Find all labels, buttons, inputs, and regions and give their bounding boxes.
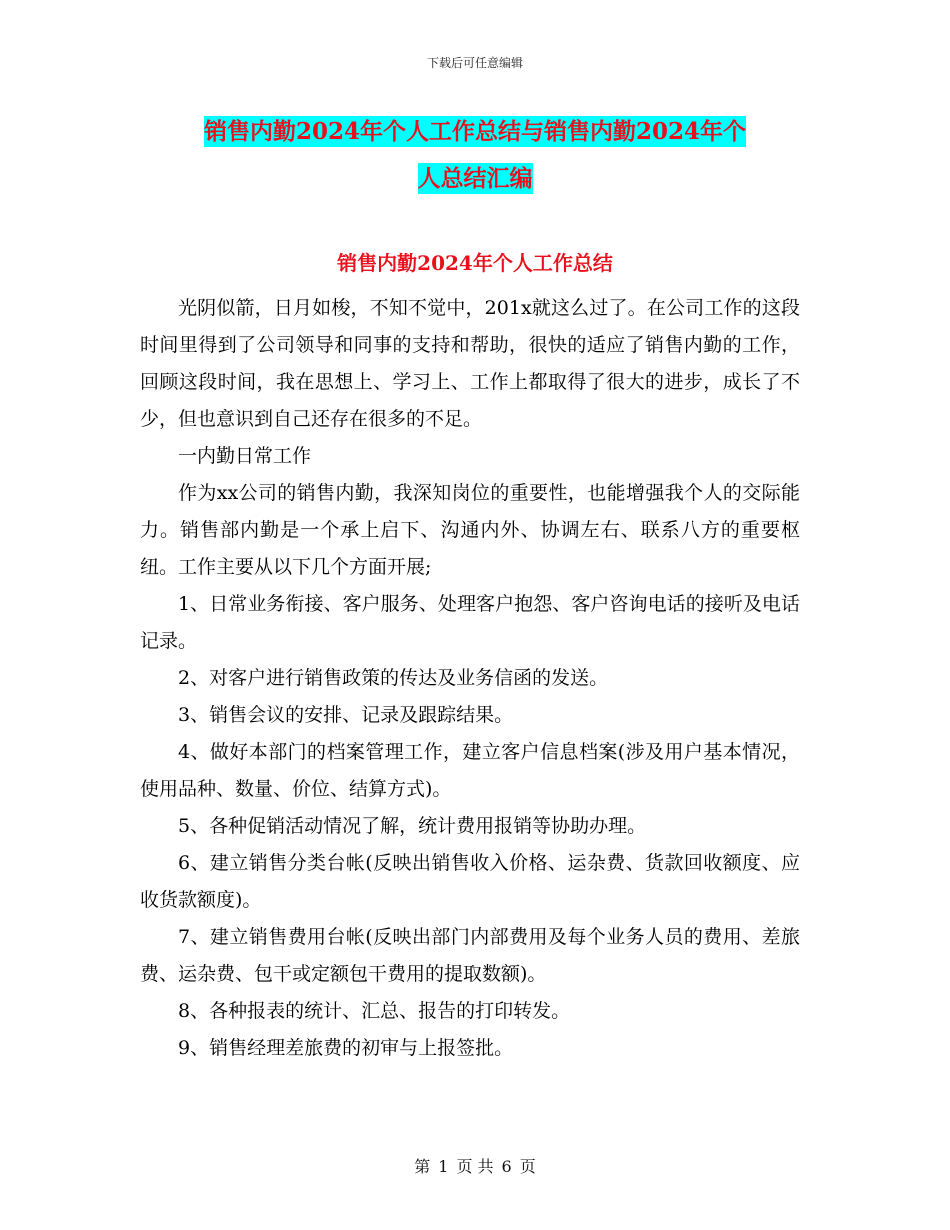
paragraph-heading: 一内勤日常工作: [178, 445, 312, 467]
list-item: 5、各种促销活动情况了解，统计费用报销等协助办理。: [178, 815, 647, 837]
footer-middle: 页 共: [456, 1157, 494, 1176]
document-title-line-1: 销售内勤2024年个人工作总结与销售内勤2024年个: [203, 118, 747, 145]
footer-prefix: 第: [414, 1157, 431, 1176]
list-item: 7、建立销售费用台帐(反映出部门内部费用及每个业务人员的费用、差旅费、运杂费、包干或定额包干费用的提取数额)。: [140, 926, 800, 985]
list-item: 4、做好本部门的档案管理工作，建立客户信息档案(涉及用户基本情况，使用品种、数量、价位、结算方式)。: [140, 741, 800, 800]
list-item: 1、日常业务衔接、客户服务、处理客户抱怨、客户咨询电话的接听及电话记录。: [140, 593, 800, 652]
page-number: 1: [438, 1157, 449, 1176]
list-item: 9、销售经理差旅费的初审与上报签批。: [178, 1037, 514, 1059]
section-title: 销售内勤2024年个人工作总结: [337, 251, 613, 275]
page-footer: [0, 1154, 950, 1177]
list-item: 8、各种报表的统计、汇总、报告的打印转发。: [178, 1000, 571, 1022]
document-title-line-2: 人总结汇编: [417, 165, 533, 192]
paragraph-role: 作为xx公司的销售内勤，我深知岗位的重要性，也能增强我个人的交际能力。销售部内勤是一个承上启下、沟通内外、协调左右、联系八方的重要枢纽。工作主要从以下几个方面开展;: [140, 482, 800, 578]
paragraph-intro: 光阴似箭，日月如梭，不知不觉中，201x就这么过了。在公司工作的这段时间里得到了公司领导和同事的支持和帮助，很快的适应了销售内勤的工作，回顾这段时间，我在思想上、学习上、工作上都取得了很大的进步，成长了不少，但也意识到自己还存在很多的不足。: [140, 297, 800, 430]
page-total: 6: [501, 1157, 512, 1176]
list-item: 3、销售会议的安排、记录及跟踪结果。: [178, 704, 514, 726]
list-item: 6、建立销售分类台帐(反映出销售收入价格、运杂费、货款回收额度、应收货款额度)。: [140, 852, 800, 911]
header-note: 下载后可任意编辑: [426, 56, 523, 70]
document-title: [140, 108, 810, 202]
footer-suffix: 页: [519, 1157, 536, 1176]
body-text: [140, 290, 800, 1067]
list-item: 2、对客户进行销售政策的传达及业务信函的发送。: [178, 667, 609, 689]
